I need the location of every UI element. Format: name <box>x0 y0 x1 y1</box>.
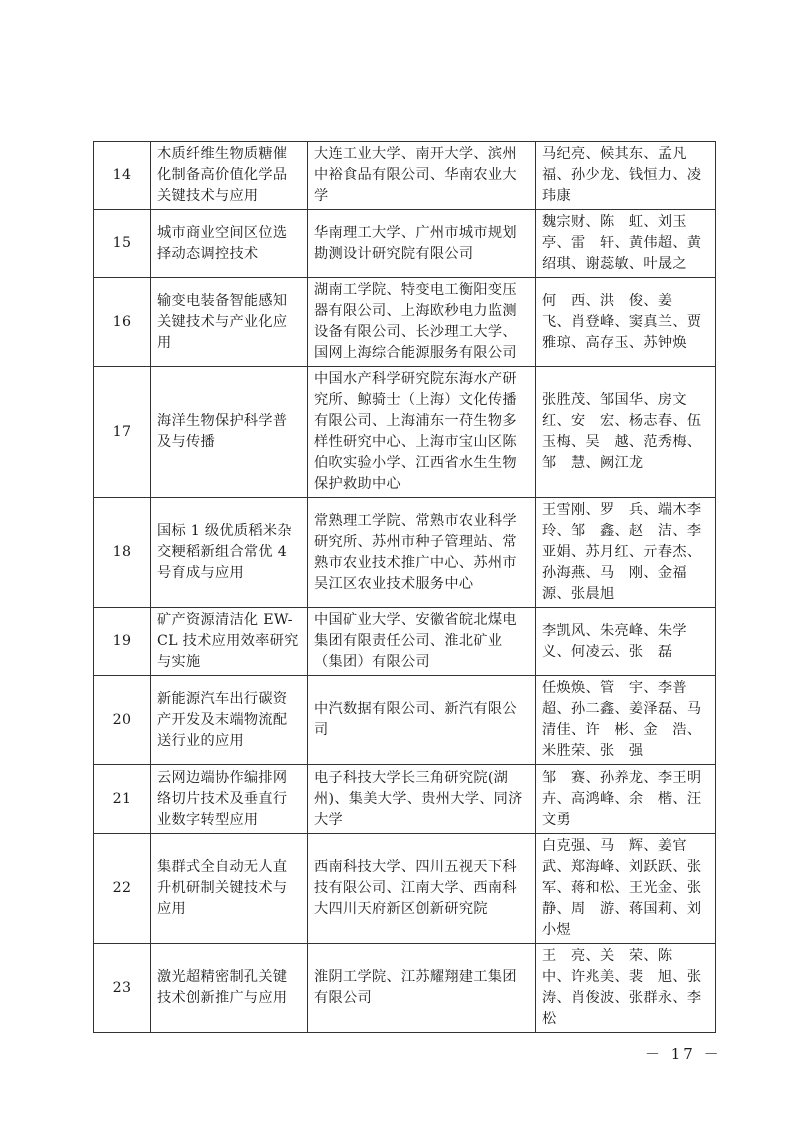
organizations-cell: 中国水产科学研究院东海水产研究所、鲸骑士（上海）文化传播有限公司、上海浦东一苻生物多样性研究中心、上海市宝山区陈伯吹实验小学、江西省水生生物保护救助中心 <box>308 367 536 498</box>
organizations-cell: 电子科技大学长三角研究院(湖州)、集美大学、贵州大学、同济大学 <box>308 765 536 834</box>
contributors-cell: 何 西、洪 俊、姜 飞、肖登峰、窦真兰、贾雅琼、高存玉、苏钟焕 <box>536 278 716 367</box>
row-number-cell: 23 <box>94 944 151 1033</box>
project-title-cell: 新能源汽车出行碳资产开发及末端物流配送行业的应用 <box>151 676 308 765</box>
row-number-cell: 17 <box>94 367 151 498</box>
project-title-cell: 城市商业空间区位选择动态调控技术 <box>151 210 308 278</box>
contributors-cell: 张胜茂、邹国华、房文红、安 宏、杨志春、伍玉梅、吴 越、范秀梅、邹 慧、阙江龙 <box>536 367 716 498</box>
project-title-cell: 木质纤维生物质糖催化制备高价值化学品关键技术与应用 <box>151 142 308 210</box>
row-number-cell: 16 <box>94 278 151 367</box>
table-row <box>94 278 716 367</box>
contributors-cell: 白克强、马 辉、姜官武、郑海峰、刘跃跃、张 军、蒋和松、王光金、张 静、周 游、蒋国莉、刘小煜 <box>536 834 716 944</box>
organizations-cell: 华南理工大学、广州市城市规划勘测设计研究院有限公司 <box>308 210 536 278</box>
table-row <box>94 367 716 498</box>
project-title-cell: 国标 1 级优质稻米杂交粳稻新组合常优 4 号育成与应用 <box>151 498 308 608</box>
table-row <box>94 498 716 608</box>
contributors-cell: 魏宗财、陈 虹、刘玉亭、雷 轩、黄伟超、黄绍琪、谢蕊敏、叶晟之 <box>536 210 716 278</box>
project-title-cell: 输变电装备智能感知关键技术与产业化应用 <box>151 278 308 367</box>
organizations-cell: 淮阴工学院、江苏耀翔建工集团有限公司 <box>308 944 536 1033</box>
contributors-cell: 邹 赛、孙养龙、李王明卉、高鸿峰、余 楷、汪文勇 <box>536 765 716 834</box>
project-title-cell: 云网边端协作编排网络切片技术及垂直行业数字转型应用 <box>151 765 308 834</box>
contributors-cell: 李凯风、朱亮峰、朱学义、何凌云、张 磊 <box>536 608 716 676</box>
row-number-cell: 21 <box>94 765 151 834</box>
organizations-cell: 常熟理工学院、常熟市农业科学研究所、苏州市种子管理站、常熟市农业技术推广中心、苏州市吴江区农业技术服务中心 <box>308 498 536 608</box>
organizations-cell: 西南科技大学、四川五视天下科技有限公司、江南大学、西南科大四川天府新区创新研究院 <box>308 834 536 944</box>
organizations-cell: 大连工业大学、南开大学、滨州中裕食品有限公司、华南农业大学 <box>308 142 536 210</box>
table-row <box>94 142 716 210</box>
table-row <box>94 608 716 676</box>
contributors-cell: 王雪刚、罗 兵、端木李玲、邹 鑫、赵 洁、李亚娟、苏月红、亓春杰、孙海燕、马 刚、金福源、张晨旭 <box>536 498 716 608</box>
awards-table-body <box>94 142 716 1033</box>
row-number-cell: 14 <box>94 142 151 210</box>
row-number-cell: 22 <box>94 834 151 944</box>
contributors-cell: 马纪亮、候其东、孟凡福、孙少龙、钱恒力、凌玮康 <box>536 142 716 210</box>
row-number-cell: 18 <box>94 498 151 608</box>
row-number-cell: 15 <box>94 210 151 278</box>
organizations-cell: 中汽数据有限公司、新汽有限公司 <box>308 676 536 765</box>
table-row <box>94 765 716 834</box>
row-number-cell: 20 <box>94 676 151 765</box>
project-title-cell: 集群式全自动无人直升机研制关键技术与应用 <box>151 834 308 944</box>
organizations-cell: 湖南工学院、特变电工衡阳变压器有限公司、上海欧秒电力监测设备有限公司、长沙理工大学、国网上海综合能源服务有限公司 <box>308 278 536 367</box>
table-row <box>94 834 716 944</box>
row-number-cell: 19 <box>94 608 151 676</box>
contributors-cell: 任焕焕、管 宇、李普超、孙二鑫、姜泽磊、马清佳、许 彬、金 浩、米胜荣、张 强 <box>536 676 716 765</box>
project-title-cell: 矿产资源清洁化 EW-CL 技术应用效率研究与实施 <box>151 608 308 676</box>
table-row <box>94 944 716 1033</box>
organizations-cell: 中国矿业大学、安徽省皖北煤电集团有限责任公司、淮北矿业（集团）有限公司 <box>308 608 536 676</box>
awards-table <box>93 141 716 1033</box>
table-row <box>94 676 716 765</box>
page-number: － 17 － <box>645 1045 722 1063</box>
project-title-cell: 海洋生物保护科学普及与传播 <box>151 367 308 498</box>
table-row <box>94 210 716 278</box>
contributors-cell: 王 亮、关 荣、陈 中、许兆美、裴 旭、张 涛、肖俊波、张群永、李 松 <box>536 944 716 1033</box>
project-title-cell: 激光超精密制孔关键技术创新推广与应用 <box>151 944 308 1033</box>
